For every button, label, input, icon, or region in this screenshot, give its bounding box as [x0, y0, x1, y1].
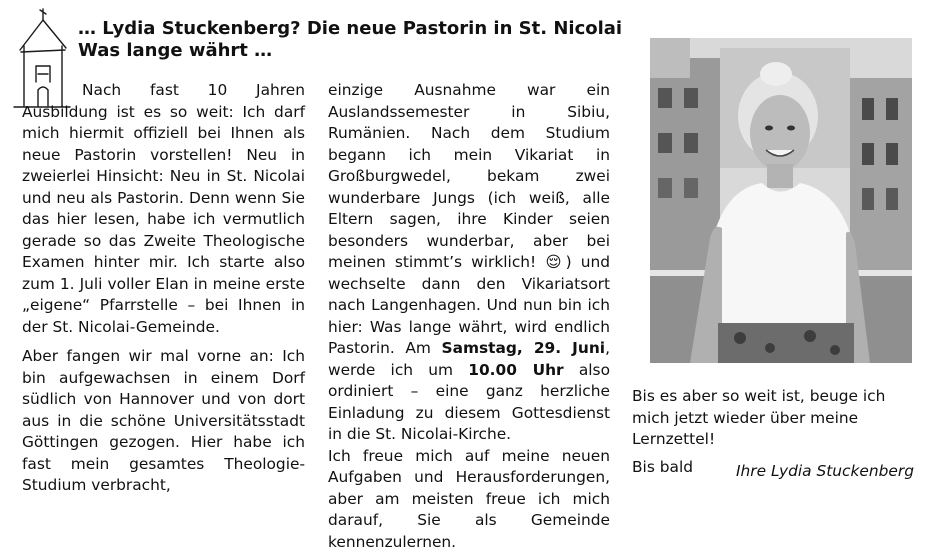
portrait-photo	[650, 38, 912, 363]
relieved-face-emoji-icon: 😌	[545, 253, 565, 271]
career-text-c: , werde ich um	[328, 339, 610, 379]
text-column-2	[328, 80, 610, 553]
paragraph-closing: Ich freue mich auf meine neuen Aufgaben und Herausforderungen, aber am meisten freue ich mich darauf, Sie als Gemeinde kennenzulernen.	[328, 446, 610, 553]
article-headline	[78, 18, 618, 62]
career-text-b: ) und wechselte dann den Vikariatsort nach Langenhagen. Und nun bin ich hier: Was lange währt, wird endlich Pastorin. Am	[328, 253, 610, 357]
ordination-date: Samstag, 29. Juni	[441, 339, 605, 357]
paragraph-career	[328, 80, 610, 446]
farewell-text: Bis bald	[632, 457, 922, 479]
headline-line-2: Was lange währt …	[78, 40, 618, 62]
career-text-d: also ordiniert – eine ganz herzliche Einladung zu diesem Gottesdienst in die St. Nicolai-Kirche.	[328, 361, 610, 444]
ordination-time: 10.00 Uhr	[468, 361, 563, 379]
paragraph-background: Aber fangen wir mal vorne an: Ich bin aufgewachsen in einem Dorf südlich von Hannover und von dort aus in die schöne Universitätsstadt Göttingen gezogen. Hier habe ich fast mein gesamtes Theologie-Studium verbracht,	[22, 346, 305, 497]
headline-line-1: … Lydia Stuckenberg? Die neue Pastorin in St. Nicolai	[78, 18, 618, 40]
paragraph-intro: Nach fast 10 Jahren Ausbildung ist es so weit: Ich darf mich hiermit offiziell bei Ihnen als neue Pastorin vorstellen! Neu in zweierlei Hinsicht: Neu in St. Nicolai und neu als Pastorin. Denn wenn Sie das hier lesen, habe ich vermutlich gerade so das Zweite Theologische Examen hinter mir. Ich starte also zum 1. Juli voller Elan in meine erste „eigene“ Pfarrstelle – bei Ihnen in der St. Nicolai-Gemeinde.	[22, 80, 305, 338]
sidebar-text: Bis es aber so weit ist, beuge ich mich jetzt wieder über meine Lernzettel!	[632, 386, 922, 451]
career-text-a: einzige Ausnahme war ein Auslandssemester in Sibiu, Rumänien. Nach dem Studium begann ich mein Vikariat in Großburgwedel, bekam zwei wunderbare Jungs (ich weiß, alle Eltern sagen, ihre Kinder seien besonders wunderbar, aber bei meinen stimmt’s wirklich!	[328, 81, 610, 271]
text-column-1	[22, 80, 305, 497]
signature: Ihre Lydia Stuckenberg	[736, 462, 914, 480]
